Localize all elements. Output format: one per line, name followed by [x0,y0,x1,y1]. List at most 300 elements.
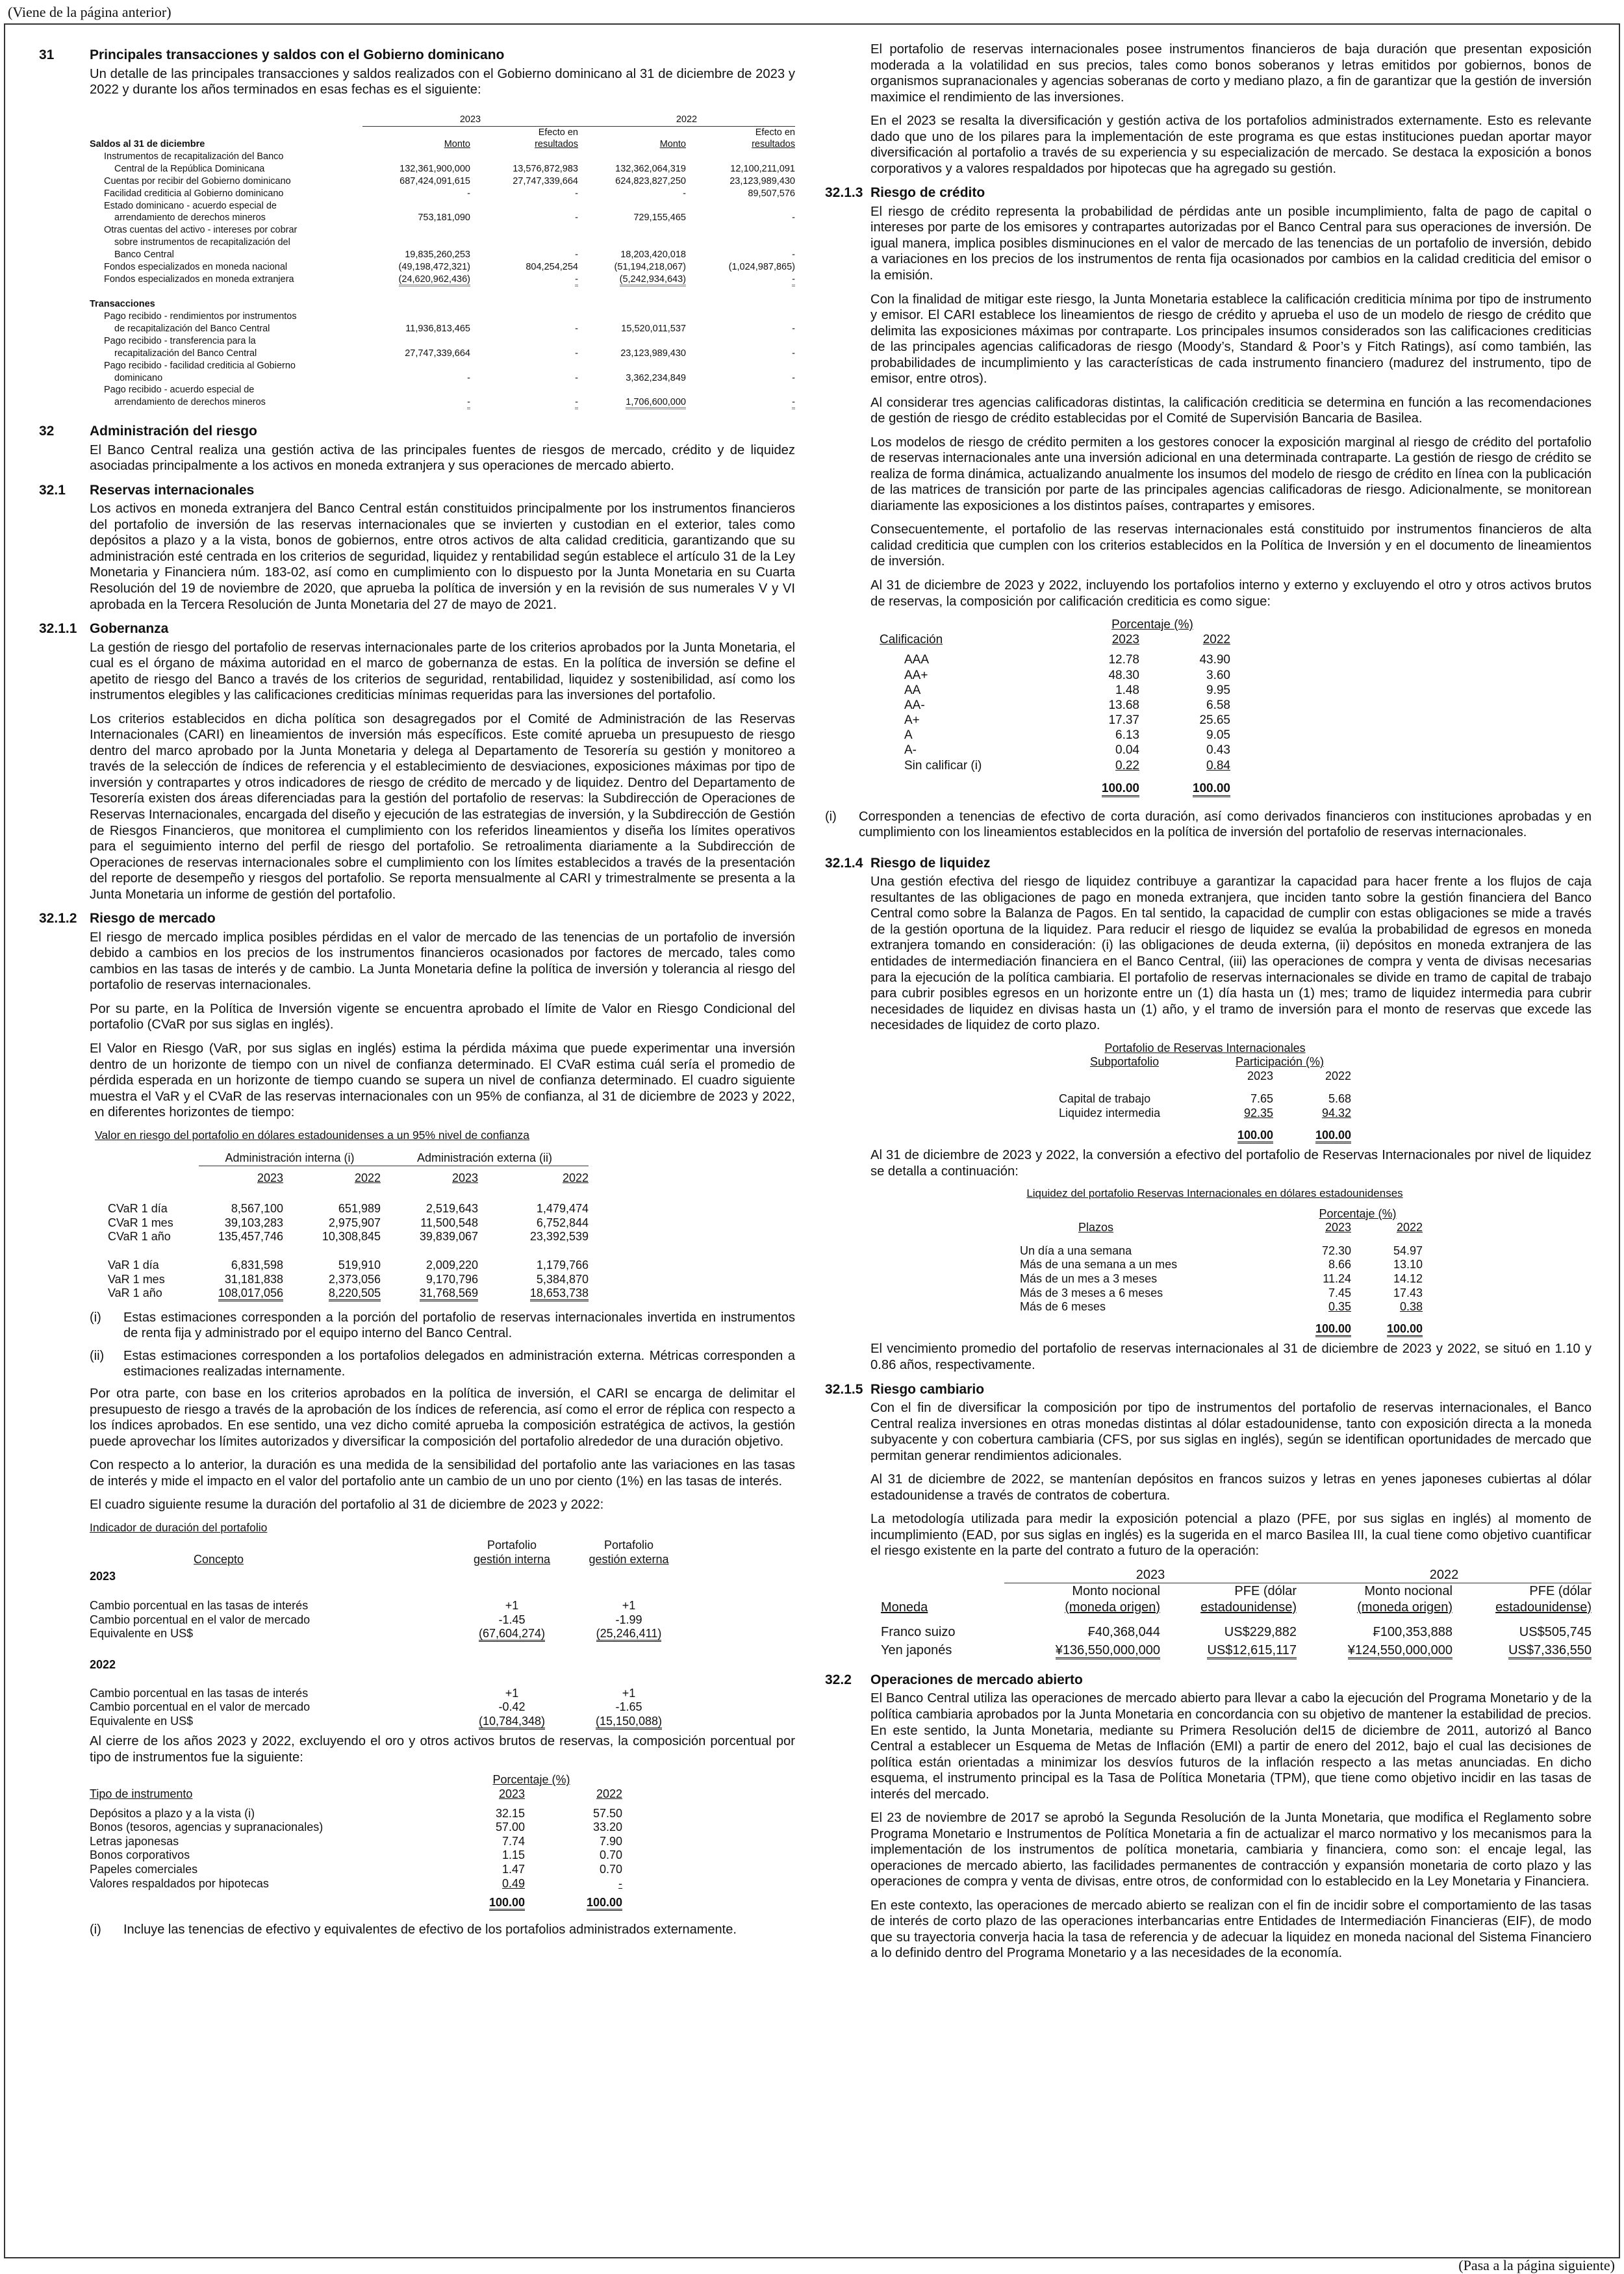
row-label: Pago recibido - transferencia para la [104,336,256,347]
cell-value: 519,910 [338,1258,381,1271]
paragraph: Con respecto a lo anterior, la duración es una medida de la sensibilidad del portafolio ante las variaciones en las tasas de interés y mide el impacto en el valor del portafolio ante un cambio de un uno por ciento (1%) en las tasas de interés. [90,1458,795,1488]
section-title: Administración del riesgo [90,424,257,439]
table-row [90,1877,622,1891]
cell-value: - [792,249,795,260]
row-label: A- [904,743,917,758]
paragraph: El Banco Central realiza una gestión activa de las principales fuentes de riesgos de mercado, crédito y de liquidez asociadas principalmente a los activos en moneda extranjera y sus operaciones de mercado abierto. [90,442,795,474]
paragraph: La gestión de riesgo del portafolio de reservas internacionales parte de los criterios aprobados por la Junta Monetaria, el cual es el órgano de máxima autoridad en el marco de gobernanza de estas. En la política de inversión se define el apetito de riesgo del Banco a través de los criterios de seguridad, rentabilidad, liquidez y sostenibilidad, así como los instrumentos elegibles y las calificaciones crediticias mínimas requeridas para las inversiones del portafolio. [90,640,795,703]
cell-value: 33.20 [592,1820,622,1834]
table-row [90,396,795,409]
table-row [880,668,1230,683]
cell-value: US$12,615,117 [1207,1643,1297,1659]
table-row [1007,1300,1423,1314]
cell-value: - [467,397,470,409]
table-row [90,1687,687,1701]
row-label: Más de una semana a un mes [1020,1258,1178,1271]
total-value: 100.00 [1387,1322,1423,1337]
cell-value: 1,479,474 [536,1202,589,1216]
table-row [90,348,795,360]
section-3214-heading [825,855,1592,872]
section-number: 32.1.5 [825,1381,863,1397]
table-title: Valor en riesgo del portafolio en dólares estadounidenses a un 95% nivel de confianza [95,1128,530,1142]
col-header: resultados [752,139,795,150]
col-header: 2023 [257,1171,283,1184]
cell-value: 3,362,234,849 [626,372,686,383]
row-label: Facilidad crediticia al Gobierno dominicano [104,188,284,199]
table-row [90,1863,622,1877]
cell-value: - [792,397,795,409]
col-header: Porcentaje (%) [1319,1207,1397,1220]
table-row [90,1613,687,1628]
cell-value: 687,424,091,615 [400,175,470,186]
section-number: 32.1 [39,482,66,498]
cell-value: 7.90 [599,1834,622,1848]
table-row [1059,1092,1351,1106]
table-row [881,1624,1592,1642]
section-number: 32.1.3 [825,185,863,201]
cell-value: - [575,212,578,224]
cell-value: 9.05 [1206,728,1230,743]
row-label: Más de 6 meses [1020,1300,1106,1314]
col-header: 2023 [498,1787,525,1800]
section-number: 31 [39,47,55,62]
cell-value: -1.99 [615,1613,642,1626]
row-label: Más de 3 meses a 6 meses [1020,1286,1163,1299]
footnote-text: Corresponden a tenencias de efectivo de corta duración, así como derivados financieros con instituciones aprobadas y en cumplimiento con los lineamientos establecidos en la política de inversión del portafolio de reservas internacionales. [859,809,1592,840]
cell-value: 804,254,254 [526,261,578,272]
cell-value: -1.65 [615,1700,642,1714]
row-label: VaR 1 año [108,1286,162,1300]
cell-value: (49,198,472,321) [398,261,470,272]
row-label: Pago recibido - rendimientos por instrumentos [104,311,297,322]
col-header: Calificación [880,633,943,647]
cell-value: 6,831,598 [231,1258,283,1271]
col-group-header: Administración interna (i) [199,1151,381,1166]
cell-value: ¥136,550,000,000 [1056,1643,1160,1659]
group-label: Saldos al 31 de diciembre [90,139,205,150]
paragraph: Los activos en moneda extranjera del Banco Central están constituidos principalmente por los instrumentos financieros del portafolio de inversión de las reservas internacionales que se invierten y custodian en el exterior, tales como depósitos a plazo y a la vista, bonos de gobiernos, entre otros activos de alta calidad crediticia, garantizando que su administración esté centrada en los criterios de seguridad, liquidez y rentabilidad según establece el artículo 31 de la Ley Monetaria y Financiera núm. 183-02, así como en cumplimiento con lo dispuesto por la Junta Monetaria en su Cuarta Resolución del 19 de noviembre de 2020, que aprueba la política de inversión y en la revisión de sus numerales V y VI aprobada en la Tercera Resolución de Junta Monetaria del 27 de mayo de 2021. [90,502,795,612]
row-label: Papeles comerciales [90,1862,198,1876]
paragraph: El Valor en Riesgo (VaR, por sus siglas en inglés) estima la pérdida máxima que puede experimentar una inversión dentro de un horizonte de tiempo con un nivel de confianza determinado. El CVaR estima cuál sería el promedio de pérdida esperada en un horizonte de tiempo cuando se supera un nivel de confianza determinado. El cuadro siguiente muestra el VaR y el CVaR de las reservas internacionales con un 95% de confianza, al 31 de diciembre de 2023 y 2022, en diferentes horizontes de tiempo: [90,1041,795,1120]
cell-value: 17.37 [1108,713,1139,728]
col-header: PFE (dólar [1529,1584,1592,1599]
col-header: 2022 [1202,633,1230,647]
row-label: recapitalización del Banco Central [114,348,257,359]
cell-value: 1,179,766 [536,1258,589,1271]
section-title: Riesgo cambiario [870,1381,985,1397]
col-header: gestión interna [473,1552,551,1566]
left-column [39,42,795,1944]
table-row [880,683,1230,698]
cell-value: 0.43 [1206,743,1230,758]
table-calificacion [880,617,1230,796]
table-row [90,1848,622,1863]
table-row [95,1202,589,1216]
paragraph: Al cierre de los años 2023 y 2022, excluyendo el oro y otros activos brutos de reservas, la composición porcentual por tipo de instrumentos fue la siguiente: [90,1734,795,1765]
col-header: Efecto en [538,127,578,138]
row-label: Cuentas por recibir del Gobierno dominicano [104,175,291,186]
paragraph: Consecuentemente, el portafolio de las reservas internacionales está constituido por instrumentos financieros de alta calidad crediticia que cumplen con los criterios establecidos en la Política de Inversión y en el documento de lineamientos de inversión. [870,522,1592,569]
footnote [825,809,1592,841]
section-number: 32.2 [825,1672,852,1687]
table-cambiario [881,1567,1592,1661]
paragraph: El riesgo de crédito representa la probabilidad de pérdidas ante un posible incumplimiento, falta de pago de capital o intereses por parte de los emisores y contrapartes autorizadas por el Banco Central para sus operaciones de inversión. De igual manera, implica posibles disminuciones en el valor de mercado de las tenencias de un portafolio de inversión, debido a variaciones en los precios de los instrumentos de renta fija ocasionados por cambios en la calidad crediticia del emisor o la emisión. [870,204,1592,283]
section-title: Riesgo de mercado [90,911,216,926]
cell-value: 2,519,643 [425,1202,478,1216]
col-header: Porcentaje (%) [1111,618,1193,632]
table-row [1059,1106,1351,1121]
row-label: Más de un mes a 3 meses [1020,1272,1158,1286]
section-322-heading [825,1672,1592,1689]
table-row [90,274,795,286]
cell-value: 135,457,746 [218,1230,283,1244]
col-header: Tipo de instrumento [90,1787,193,1800]
section-number: 32.1.4 [825,855,863,871]
year-header-2022: 2022 [1297,1567,1592,1583]
cell-value: 10,308,845 [322,1230,381,1244]
footnote-text: Incluye las tenencias de efectivo y equivalentes de efectivo de los portafolios administrados externamente. [123,1922,737,1937]
cell-value: - [792,348,795,359]
col-header: 2023 [451,1171,478,1184]
table-row [880,698,1230,713]
row-label: CVaR 1 día [108,1202,168,1216]
cell-value: 0.38 [1399,1300,1423,1314]
cell-value: 9,170,796 [425,1272,478,1286]
paragraph: En el 2023 se resalta la diversificación y gestión activa de los portafolios administrados externamente. Esto es relevante dado que uno de los pilares para la implementación de este programa es que estas instituciones puedan aportar mayor diversificación al portafolio a través de su experiencia y su especialización de mercado. Se destaca la exposición a bonos corporativos y a valores respaldados por hipotecas que ha agregado su gestión. [870,114,1592,176]
footnote-marker: (i) [90,1310,101,1325]
cell-value: 651,989 [338,1202,381,1216]
table-duration [90,1539,687,1728]
cell-value: 7.74 [501,1834,525,1848]
cell-value: US$229,882 [1224,1625,1297,1640]
total-value: 100.00 [1315,1129,1351,1143]
col-header: estadounidense) [1200,1600,1297,1615]
cell-value: 23,392,539 [529,1230,589,1244]
cell-value: 0.49 [501,1876,525,1890]
col-header: Subportafolio [1090,1055,1160,1069]
cell-value: US$505,745 [1519,1625,1592,1640]
table-row [90,249,795,261]
table-row [90,1627,687,1641]
cell-value: - [792,212,795,224]
cell-value: 0.70 [599,1848,622,1862]
cell-value: 54.97 [1393,1244,1423,1257]
footnote-text: Estas estimaciones corresponden a los portafolios delegados en administración externa. Métricas corresponden a estimaciones realizadas internamente. [123,1348,795,1379]
col-header: Portafolio [603,1539,654,1552]
cell-value: 2,009,220 [425,1258,478,1271]
footnote [90,1310,795,1342]
cell-value: 2,975,907 [328,1216,381,1229]
cell-value: 753,181,090 [418,212,470,224]
table-title: Portafolio de Reservas Internacionales [1104,1041,1306,1054]
row-label: Pago recibido - facilidad crediticia al Gobierno [104,360,296,371]
cell-value: 31,768,569 [420,1286,478,1301]
cell-value: 0.35 [1328,1300,1351,1314]
row-label: AA- [904,698,925,712]
col-header: resultados [535,139,578,150]
cell-value: (67,604,274) [479,1627,545,1642]
table-gobierno [90,114,795,409]
cell-value: 0.04 [1115,743,1139,758]
table-row [90,175,795,188]
row-label: CVaR 1 mes [108,1216,173,1229]
row-label: Franco suizo [881,1625,956,1640]
table-row [95,1216,589,1231]
row-label: Pago recibido - acuerdo especial de [104,385,255,396]
footnote-text: Estas estimaciones corresponden a la porción del portafolio de reservas internacionales invertida en instrumentos de renta fija y administrado por el equipo interno del Banco Central. [123,1310,795,1341]
cell-value: 624,823,827,250 [615,175,686,186]
row-label: dominicano [114,372,163,383]
col-header: Monto nocional [1364,1584,1453,1599]
table-row [880,652,1230,667]
cell-value: 31,181,838 [224,1272,283,1286]
year-header-2023: 2023 [362,114,578,126]
cell-value: US$7,336,550 [1508,1643,1592,1659]
section-321-heading [39,482,795,499]
col-header: 2022 [596,1787,622,1800]
table-row [90,236,795,249]
cell-value: 57.50 [592,1806,622,1820]
row-label: CVaR 1 año [108,1230,171,1244]
section-title: Riesgo de liquidez [870,855,991,871]
paragraph: Con el fin de diversificar la composición por tipo de instrumentos del portafolio de reservas internacionales, el Banco Central realiza inversiones en otras monedas distintas al dólar estadounidense, tanto con exposición directa a la moneda subyacente y con cobertura cambiaria (CFS, por sus siglas en inglés), según se identifican oportunidades de mercado que permitan generar rendimientos adicionales. [870,1401,1592,1463]
paragraph: Al 31 de diciembre de 2022, se mantenían depósitos en francos suizos y letras en yenes japoneses cubiertas al dólar estadounidense a través de contratos de cobertura. [870,1472,1592,1503]
col-header: Moneda [881,1600,928,1615]
cell-value: +1 [505,1599,519,1613]
col-header: Monto [659,139,686,150]
cell-value: (51,194,218,067) [614,261,686,272]
cell-value: 39,103,283 [224,1216,283,1229]
cell-value: - [467,188,470,199]
table-var [95,1151,589,1301]
section-number: 32 [39,424,55,439]
cell-value: ¥124,550,000,000 [1348,1643,1453,1659]
cell-value: 13,576,872,983 [513,164,578,175]
col-header: Concepto [194,1552,244,1566]
cell-value: - [575,188,578,199]
row-label: Sin calificar (i) [904,758,982,773]
cell-value: - [575,348,578,359]
cell-value: 8.66 [1328,1258,1351,1271]
paragraph: La metodología utilizada para medir la exposición potencial a plazo (PFE, por sus siglas en inglés) al momento de incumplimiento (EAD, por sus siglas en inglés) es la sugerida en el marco Basilea III, la cual tiene como objetivo cuantificar el riesgo existente en la parte del contrato a futuro de la operación: [870,1512,1592,1559]
table-row [1007,1272,1423,1286]
cell-value: 15,520,011,537 [621,324,686,335]
cell-value: 11,936,813,465 [405,324,470,335]
col-header: estadounidense) [1495,1600,1592,1615]
row-label: AA+ [904,668,928,682]
cell-value: 11.24 [1323,1272,1351,1286]
table-title: Liquidez del portafolio Reservas Internacionales en dólares estadounidenses [1026,1187,1403,1200]
var-table-block [95,1129,795,1301]
table-row [881,1642,1592,1661]
footnote-marker: (i) [90,1922,101,1937]
cell-value: (1,024,987,865) [728,261,795,272]
row-label: A+ [904,713,920,728]
cell-value: 6,752,844 [536,1216,589,1229]
table-row [90,1700,687,1715]
group-label: 2023 [90,1569,116,1583]
cell-value: 18,653,738 [530,1286,589,1301]
cell-value: 0.84 [1206,758,1230,773]
row-label: arrendamiento de derechos mineros [114,397,266,408]
section-number: 32.1.2 [39,911,77,926]
cell-value: 1.47 [501,1862,525,1876]
row-label: Cambio porcentual en el valor de mercado [90,1613,311,1626]
cell-value: 14.12 [1393,1272,1423,1286]
cell-value: 92.35 [1243,1106,1273,1120]
cell-value: 9.95 [1206,683,1230,697]
cell-value: 729,155,465 [633,212,686,224]
cell-value: 132,361,900,000 [400,164,470,175]
section-3213-heading [825,185,1592,201]
col-header: 2022 [562,1171,589,1184]
section-32-heading [39,423,795,440]
section-31-intro: Un detalle de las principales transacciones y saldos realizados con el Gobierno dominicano al 31 de diciembre de 2023 y 2022 y durante los años terminados en esas fechas es el siguiente: [90,66,795,97]
row-label: arrendamiento de derechos mineros [114,212,266,224]
cell-value: - [575,274,578,287]
instrument-table-block [90,1773,795,1910]
paragraph: Con la finalidad de mitigar este riesgo, la Junta Monetaria establece la calificación crediticia mínima por tipo de instrumento y emisor. El CARI establece los lineamientos de riesgo de crédito y aprueba el uso de un modelo de riesgo de crédito que delimita las exposiciones máximas por contraparte. Los principales insumos considerados son las calificaciones crediticias de las principales agencias calificadoras de riesgo (Moody’s, Standard & Poor’s y Fitch Ratings), así como también, las probabilidades de incumplimiento y las características de cada instrumento financiero (madurez del instrumento, tipo de emisor, entre otros). [870,292,1592,387]
row-label: Depósitos a plazo y a la vista (i) [90,1806,255,1820]
cell-value: 39,839,067 [419,1230,478,1244]
cell-value: 5.68 [1328,1092,1351,1106]
cell-value: 12.78 [1108,653,1139,667]
paragraph: Una gestión efectiva del riesgo de liquidez contribuye a garantizar la capacidad para hacer frente a los flujos de caja resultantes de las obligaciones de pago en moneda extranjera, que inciden tanto sobre la gestión financiera del Banco Central como sobre la Balanza de Pagos. En tal sentido, la capacidad de cumplir con estas obligaciones se mide a través de la gestión oportuna de la liquidez. Para reducir el riesgo de liquidez se evalúa la probabilidad de egresos en moneda extranjera tomando en consideración: (i) las obligaciones de deuda externa, (ii) depósitos en moneda extranjera de las entidades de intermediación financiera en el Banco Central, (iii) las operaciones de compra y venta de divisas necesarias para la ejecución de la política cambiaria. El portafolio de reservas internacionales se divide en tramo de capital de trabajo para cubrir posibles egresos en un horizonte entre un (1) día hasta un (1) mes; tramo de liquidez intermedia para cubrir necesidades de liquidez en divisas hasta un (1) año, y el tramo de inversión para el monto de reservas que excede las necesidades de liquidez de corto plazo. [870,875,1592,1033]
footnote [90,1348,795,1380]
cell-value: 11,500,548 [420,1216,478,1229]
paragraph: El portafolio de reservas internacionales posee instrumentos financieros de baja duración que presentan exposición moderada a la volatilidad en sus precios, tales como bonos soberanos y letras emitidos por gobiernos, bonos de organismos supranacionales y agencias soberanas de corto y mediano plazo, a fin de garantizar que la gestión de inversión maximice el rendimiento de las inversiones. [870,42,1592,105]
table-row [90,311,795,323]
section-title: Principales transacciones y saldos con el Gobierno dominicano [90,47,505,62]
col-header: 2022 [1396,1221,1423,1234]
cell-value: 7.45 [1328,1286,1351,1299]
col-header: Porcentaje (%) [492,1773,570,1787]
cell-value: 72.30 [1321,1244,1351,1257]
cell-value: +1 [505,1686,519,1700]
col-header: Portafolio [487,1539,537,1552]
cell-value: 108,017,056 [218,1286,283,1301]
table-row [880,728,1230,743]
row-label: Cambio porcentual en el valor de mercado [90,1700,311,1714]
row-label: Un día a una semana [1020,1244,1132,1257]
cell-value: 7.65 [1250,1092,1273,1106]
cell-value: - [792,372,795,383]
table-row [90,1599,687,1613]
paragraph: Al 31 de diciembre de 2023 y 2022, la conversión a efectivo del portafolio de Reservas Internacionales por nivel de liquidez se detalla a continuación: [870,1148,1592,1179]
cell-value: (15,150,088) [596,1715,662,1730]
paragraph: Al 31 de diciembre de 2023 y 2022, incluyendo los portafolios interno y externo y excluyendo el otro y otros activos brutos de reservas, la composición por calificación crediticia es como sigue: [870,578,1592,609]
col-group-header: Administración externa (ii) [381,1151,589,1166]
col-header: 2023 [1111,633,1139,647]
cell-value: 25.65 [1199,713,1230,728]
row-label: Valores respaldados por hipotecas [90,1876,269,1890]
footnote-marker: (i) [825,809,837,824]
cell-value: (5,242,934,643) [620,274,686,287]
row-label: Cambio porcentual en las tasas de interés [90,1599,309,1613]
cell-value: 32.15 [495,1806,525,1820]
cell-value: +1 [622,1686,636,1700]
row-label: Capital de trabajo [1059,1092,1151,1106]
total-value: 100.00 [1315,1322,1351,1337]
cell-value: 23,123,989,430 [620,348,686,359]
footnote-marker: (ii) [90,1348,105,1363]
year-header-2022: 2022 [578,114,795,126]
paragraph: Los modelos de riesgo de crédito permiten a los gestores conocer la exposición marginal al riesgo de crédito del portafolio de reservas internacionales ante una inversión adicional en una determinada contraparte. La gestión de riesgo de crédito se realiza de forma dinámica, actualizando anualmente los insumos del modelo de riesgo de crédito en línea con la publicación de las matrices de transición por parte de las principales agencias calificadoras de riesgo. Adicionalmente, se monitorean diariamente las exposiciones a los distintos países, contrapartes y emisores. [870,435,1592,513]
table-title: Indicador de duración del portafolio [90,1521,268,1535]
paragraph: El cuadro siguiente resume la duración del portafolio al 31 de diciembre de 2023 y 2022: [90,1498,604,1513]
col-header: Monto [444,139,470,150]
row-label: Bonos (tesoros, agencias y supranacionales) [90,1820,324,1834]
table-row [880,758,1230,773]
cell-value: 6.13 [1115,728,1139,743]
section-title: Gobernanza [90,621,169,637]
cell-value: 94.32 [1321,1106,1351,1120]
row-label: de recapitalización del Banco Central [114,324,270,335]
cell-value: 43.90 [1199,653,1230,667]
row-label: Liquidez intermedia [1059,1106,1161,1120]
table-row [90,1820,622,1835]
section-3212-heading [39,910,795,927]
col-header: PFE (dólar [1234,1584,1297,1599]
row-label: Central de la República Dominicana [114,164,265,175]
cell-value: (25,246,411) [596,1627,662,1642]
cell-value: 1.48 [1115,683,1139,697]
col-header: (moneda origen) [1065,1600,1160,1615]
section-3215-heading [825,1381,1592,1398]
table-row [90,360,795,372]
cell-value: ₣100,353,888 [1373,1625,1453,1640]
row-label: Bonos corporativos [90,1848,190,1862]
cell-value: 27,747,339,664 [405,348,470,359]
cell-value: (10,784,348) [479,1715,545,1730]
table-row [90,151,795,163]
cell-value: - [575,249,578,260]
row-label: Fondos especializados en moneda extranjera [104,274,294,285]
col-header: Participación (%) [1235,1055,1325,1069]
row-label: sobre instrumentos de recapitalización del [114,237,290,248]
table-row [90,384,795,396]
paragraph: Por su parte, en la Política de Inversión vigente se encuentra aprobado el límite de Valor en Riesgo Condicional del portafolio (CVaR por sus siglas en inglés). [90,1001,795,1032]
table-row [880,713,1230,728]
cell-value: 132,362,064,319 [615,164,686,175]
total-value: 100.00 [587,1896,622,1911]
col-header: Efecto en [755,127,795,138]
cell-value: - [575,397,578,409]
group-label: Transacciones [90,299,155,310]
table-row [90,1807,622,1821]
cell-value: 89,507,576 [748,188,795,199]
col-header: 2022 [1325,1069,1351,1082]
table-row [90,212,795,224]
duration-table-block [90,1521,795,1728]
section-number: 32.1.1 [39,621,77,637]
paragraph: En este contexto, las operaciones de mercado abierto se realizan con el fin de incidir sobre el comportamiento de las tasas de interés de corto plazo de las operaciones interbancarias entre Entidades de Intermediación Financieras (EIF), de modo que su trayectoria converja hacia la tasa de referencia y de adecuar la liquidez en moneda nacional del Sistema Financiero a lo definido dentro del Programa Monetario y a las necesidades de la economía. [870,1898,1592,1961]
row-label: Yen japonés [881,1643,952,1658]
row-label: Letras japonesas [90,1834,179,1848]
table-row [95,1258,589,1273]
header-note: (Viene de la página anterior) [8,4,171,20]
col-header: (moneda origen) [1357,1600,1453,1615]
cell-value: 17.43 [1393,1286,1423,1299]
total-value: 100.00 [1237,1129,1273,1143]
cell-value: 48.30 [1108,668,1139,682]
cell-value: -0.42 [498,1700,526,1714]
footnote [90,1922,795,1937]
cell-value: 0.22 [1115,758,1139,773]
cell-value: 27,747,339,664 [513,175,578,186]
cell-value: (24,620,962,436) [399,274,470,287]
section-31-heading [39,47,795,64]
